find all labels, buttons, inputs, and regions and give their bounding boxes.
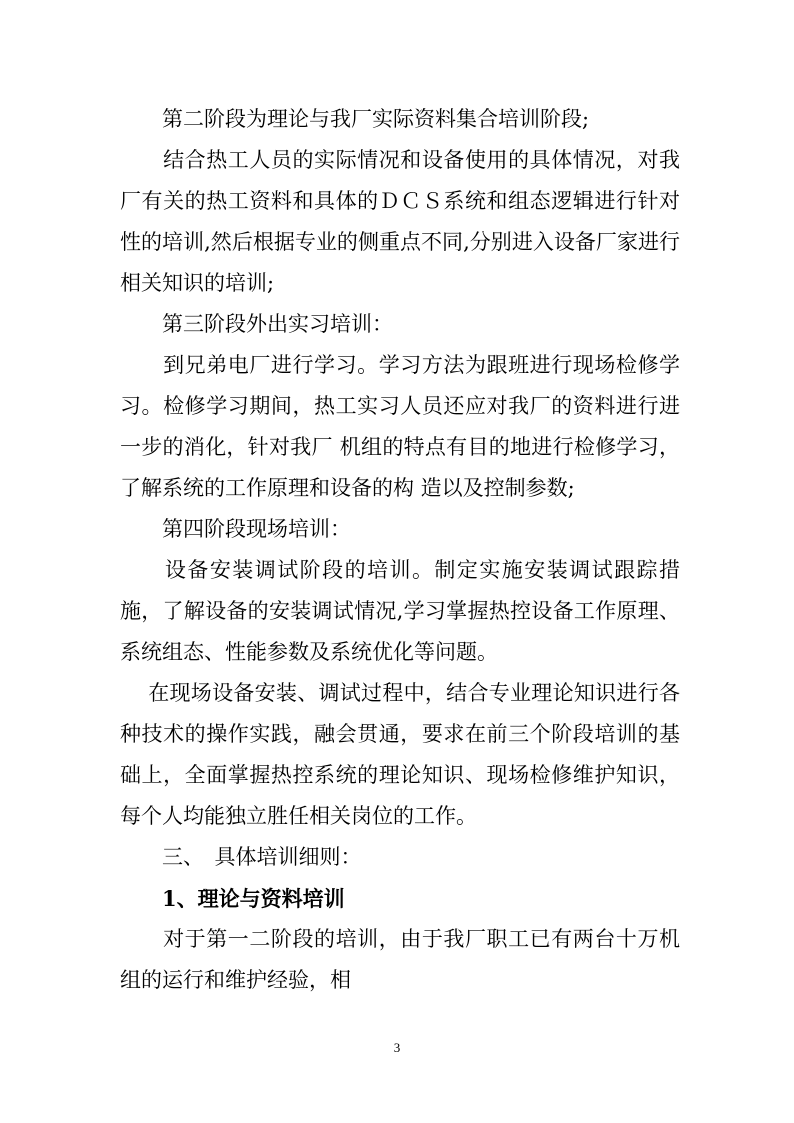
paragraph-stage-two-body: 结合热工人员的实际情况和设备使用的具体情况，对我厂有关的热工资料和具体的ＤＣＳ系统和组态逻辑进行针对性的培训,然后根据专业的侧重点不同,分别进入设备厂家进行相关知识的培训; [120,148,680,295]
paragraph-stage-three-body: 到兄弟电厂进行学习。学习方法为跟班进行现场检修学习。检修学习期间，热工实习人员还应对我厂的资料进行进一步的消化，针对我厂 机组的特点有目的地进行检修学习，了解系统的工作原理和设备的构 造以及控制参数; [120,353,680,500]
paragraph-stage-three-title: 第三阶段外出实习培训： [120,312,393,336]
section-heading-training-details: 三、 具体培训细则： [120,845,362,869]
page-number: 3 [393,1040,401,1055]
paragraph-stage-four-title: 第四阶段现场培训： [120,517,351,541]
subsection-heading-theory-training: 1、理论与资料培训 [120,886,345,911]
paragraph-stage-four-body: 设备安装调试阶段的培训。制定实施安装调试跟踪措施，了解设备的安装调试情况,学习掌握热控设备工作原理、系统组态、性能参数及系统优化等问题。 [120,558,680,664]
paragraph-stage-two-title: 第二阶段为理论与我厂实际资料集合培训阶段; [120,107,590,131]
body-text [120,99,680,1001]
paragraph-field-practice: 在现场设备安装、调试过程中，结合专业理论知识进行各种技术的操作实践，融会贯通，要求在前三个阶段培训的基础上，全面掌握热控系统的理论知识、现场检修维护知识，每个人均能独立胜任相关岗位的工作。 [120,681,680,828]
paragraph-theory-training-body: 对于第一二阶段的培训，由于我厂职工已有两台十万机组的运行和维护经验，相 [120,927,680,992]
